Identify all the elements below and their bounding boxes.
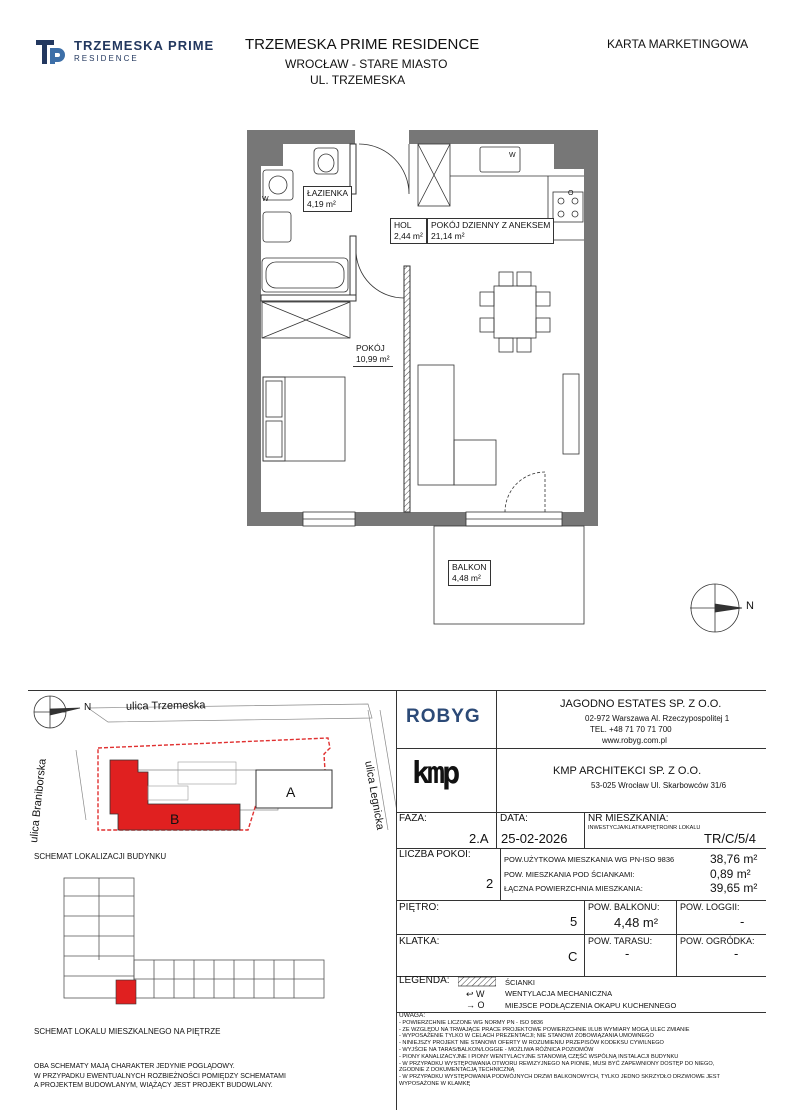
page-subtitle-city: WROCŁAW - STARE MIASTO (285, 57, 448, 71)
pow-uzytkowa-label: POW.UŻYTKOWA MIESZKANIA WG PN-ISO 9836 (504, 855, 675, 864)
nr-label: NR MIESZKANIA: (588, 813, 669, 824)
taras-value: - (625, 946, 630, 961)
outer-walls (247, 130, 598, 526)
pokoje-label: LICZBA POKOI: (399, 849, 471, 860)
room-hall: HOL 2,44 m² (390, 218, 427, 244)
page-subtitle-street: UL. TRZEMESKA (310, 73, 406, 87)
street-top: ulica Trzemeska (125, 699, 206, 713)
nr-value: TR/C/5/4 (704, 831, 757, 846)
legend-walls: ŚCIANKI (505, 978, 536, 987)
room-living: POKÓJ DZIENNY Z ANEKSEM 21,14 m² (427, 218, 554, 244)
pow-laczna-value: 39,65 m² (710, 881, 758, 895)
investor-name: JAGODNO ESTATES SP. Z O.O. (560, 698, 722, 710)
data-label: DATA: (500, 813, 528, 824)
pow-pod-value: 0,89 m² (710, 867, 751, 881)
architect-name: KMP ARCHITEKCI SP. Z O.O. (553, 765, 702, 777)
legend-hood: MIEJSCE PODŁĄCZENIA OKAPU KUCHENNEGO (505, 1001, 677, 1010)
faza-label: FAZA: (399, 813, 427, 824)
pietro-label: PIĘTRO: (399, 902, 440, 913)
street-left: ulica Braniborska (28, 758, 49, 844)
room-balcony: BALKON 4,48 m² (448, 560, 491, 586)
brand-sub: RESIDENCE (74, 54, 139, 63)
room-bedroom: POKÓJ 10,99 m² (353, 342, 393, 367)
balkon-label: POW. BALKONU: (588, 902, 660, 912)
site-compass-n: N (84, 702, 92, 713)
legenda-label: LEGENDA: (399, 975, 450, 986)
ogrodek-value: - (734, 946, 739, 961)
compass-icon (690, 584, 742, 632)
pow-uzytkowa-value: 38,76 m² (710, 852, 758, 866)
page-title: TRZEMESKA PRIME RESIDENCE (245, 36, 480, 53)
compass-n-label: N (746, 600, 754, 612)
site-compass-icon (34, 696, 80, 728)
legend-vent-mark: ↩ W (466, 989, 485, 999)
pokoje-value: 2 (486, 876, 494, 891)
legend-hood-mark: → O (466, 1000, 485, 1010)
legend-vent: WENTYLACJA MECHANICZNA (505, 989, 613, 998)
nr-sub: INWESTYCJA/KLATKA/PIĘTRO/NR LOKALU (588, 825, 701, 831)
kmp-logo: kmp (412, 756, 458, 791)
building-a-label: A (286, 784, 296, 800)
pietro-value: 5 (570, 914, 578, 929)
ogrodek-label: POW. OGRÓDKA: (680, 936, 755, 946)
investor-web: www.robyg.com.pl (602, 736, 667, 745)
robyg-logo: ROBYG (406, 706, 481, 727)
street-right: ulica Legnicka (362, 760, 387, 831)
balkon-value: 4,48 m² (614, 915, 659, 930)
disclaimer: OBA SCHEMATY MAJĄ CHARAKTER JEDYNIE POGLĄDOWY. W PRZYPADKU EWENTUALNYCH ROZBIEŻNOŚCI POMIĘDZY SCHEMATAMI A PROJEKTEM BUDOWLANYM, WIĄŻĄCY JEST PROJEKT BUDOWLANY. (34, 1063, 286, 1089)
site-caption: SCHEMAT LOKALIZACJI BUDYNKU (34, 852, 167, 861)
pow-pod-label: POW. MIESZKANIA POD ŚCIANKAMI: (504, 870, 635, 879)
card-type: KARTA MARKETINGOWA (607, 37, 749, 51)
vent-mark-bath: W (262, 196, 269, 203)
floor-caption: SCHEMAT LOKALU MIESZKALNEGO NA PIĘTRZE (34, 1027, 221, 1036)
investor-address: 02-972 Warszawa Al. Rzeczypospolitej 1 (585, 714, 730, 723)
room-bathroom: ŁAZIENKA 4,19 m² (303, 186, 352, 212)
investor-phone: TEL. +48 71 70 71 700 (590, 725, 672, 734)
taras-label: POW. TARASU: (588, 936, 653, 946)
apartment-highlight (116, 980, 136, 1004)
klatka-label: KLATKA: (399, 936, 440, 947)
architect-address: 53-025 Wrocław Ul. Skarbowców 31/6 (591, 781, 727, 790)
data-value: 25-02-2026 (501, 831, 568, 846)
loggia-value: - (740, 914, 745, 929)
brand-name: TRZEMESKA PRIME (74, 38, 215, 53)
bathroom-fixtures (262, 148, 348, 292)
hood-mark: O (568, 190, 574, 197)
hatch-legend-icon (458, 977, 496, 987)
klatka-value: C (568, 949, 578, 964)
vent-mark-kitchen: W (509, 152, 516, 159)
loggia-label: POW. LOGGII: (680, 902, 740, 912)
floor-scheme (44, 876, 334, 1011)
faza-value: 2.A (469, 831, 489, 846)
pow-laczna-label: ŁĄCZNA POWIERZCHNIA MIESZKANIA: (504, 884, 643, 893)
building-b-label: B (170, 811, 180, 827)
notes: UWAGA: - POWIERZCHNIE LICZONE WG NORMY PN - ISO 9836 - ZE WZGLĘDU NA TRWAJĄCE PRACE PROJEKTOWE POWIERZCHNIE I/LUB WYMIARY MOGĄ ULEC ZMIANIE - WYPOSAŻENIE TYLKO W CELACH PREZENTACJI; NIE STANOWI ZOBOWIĄZANIA UMOWNEGO - NINIEJSZY PROJEKT NIE STANOWI OFERTY W ROZUMIENIU PRZEPISÓW KODEKSU CYWILNEGO - WYJŚCIE NA TARAS/BALKON/LOGGIE - MOŻLIWA RÓŻNICA POZIOMÓW - PIONY KANALIZACYJNE I PIONY WENTYLACYJNE STANOWIĄ CZĘŚĆ WSPÓLNĄ INSTALACJI BUDYNKU - W PRZYPADKU WYSTĘPOWANIA OTWORU REWIZYJNEGO NA PIONIE, MUSI BYĆ ZAPEWNIONY DOSTĘP DO NIEGO, ZGODNIE Z DOKUMENTACJĄ TECHNICZNĄ - W PRZYPADKU WYSTĘPOWANIA PODWÓJNYCH DRZWI BALKONOWYCH, TYLKO JEDNO SKRZYDŁO DRZWIOWE JEST WYPOSAŻONE W KLAMKĘ (399, 1012, 720, 1087)
